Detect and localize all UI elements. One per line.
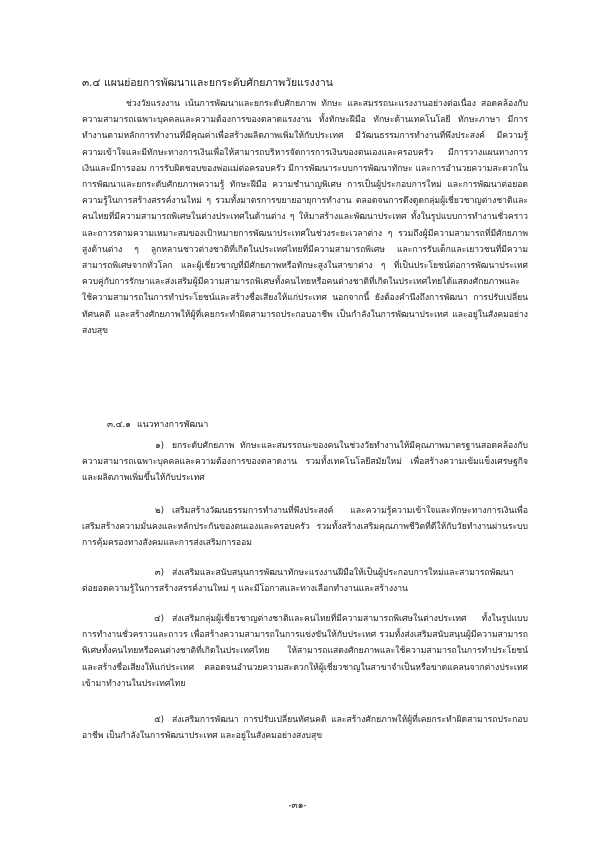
guideline-item-4	[82, 611, 528, 692]
item-text: ส่งเสริมการพัฒนา การปรับเปลี่ยนทัศนคติ และสร้างศักยภาพให้ผู้ที่เคยกระทำผิดสามารถประกอบอาชีพ เป็นกำลังในการพัฒนาประเทศ และอยู่ในสังคมอย่างสงบสุข	[82, 715, 528, 742]
item-text: เสริมสร้างวัฒนธรรมการทำงานที่พึงประสงค์ และความรู้ความเข้าใจและทักษะทางการเงินเพื่อเสริมสร้างความมั่นคงและหลักประกันของตนเองและครอบครัว รวมทั้งสร้างเสริมคุณภาพชีวิตที่ดีให้กับวัยทำงานผ่านระบบการคุ้มครองทางสังคมและการส่งเสริมการออม	[82, 506, 528, 549]
item-text: ยกระดับศักยภาพ ทักษะและสมรรถนะของคนในช่วงวัยทำงานให้มีคุณภาพมาตรฐานสอดคล้องกับความสามารถเฉพาะบุคคลและความต้องการของตลาดงาน รวมทั้งเทคโนโลยีสมัยใหม่ เพื่อสร้างความเข้มแข็งเศรษฐกิจและผลิตภาพเพิ่มขึ้นให้กับประเทศ	[82, 441, 528, 484]
guideline-item-3	[82, 565, 528, 597]
guideline-item-5	[82, 712, 528, 744]
item-text: ส่งเสริมกลุ่มผู้เชี่ยวชาญต่างชาติและคนไทยที่มีความสามารถพิเศษในต่างประเทศ ทั้งในรูปแบบการทำงานชั่วคราวและถาวร เพื่อสร้างความสามารถในการแข่งขันให้กับประเทศ รวมทั้งส่งเสริมสนับสนุนผู้มีความสามารถพิเศษทั้งคนไทยหรือคนต่างชาติที่เกิดในประเทศไทย ให้สามารถแสดงศักยภาพและใช้ความสามารถในการทำประโยชน์และสร้างชื่อเสียงให้แก่ประเทศ ตลอดจนอำนวยความสะดวกให้ผู้เชี่ยวชาญในสาขาจำเป็นหรือขาดแคลนจากต่างประเทศเข้ามาทำงานในประเทศไทย	[82, 614, 528, 689]
guideline-item-2	[82, 503, 528, 552]
item-text: ส่งเสริมและสนับสนุนการพัฒนาทักษะแรงงานฝีมือให้เป็นผู้ประกอบการใหม่และสามารถพัฒนาต่อยอดความรู้ในการสร้างสรรค์งานใหม่ ๆ และมีโอกาสและทางเลือกทำงานและสร้างงาน	[82, 568, 514, 595]
section-heading	[82, 76, 522, 90]
intro-paragraph-text: ช่วงวัยแรงงาน เน้นการพัฒนาและยกระดับศักยภาพ ทักษะ และสมรรถนะแรงงานอย่างต่อเนื่อง สอดคล้องกับความสามารถเฉพาะบุคคลและความต้องการของตลาดแรงงาน ทั้งทักษะฝีมือ ทักษะด้านเทคโนโลยี ทักษะภาษา มีการทำงานตามหลักการทำงานที่มีคุณค่าเพื่อสร้างผลิตภาพเพิ่มให้กับประเทศ มีวัฒนธรรมการทำงานที่พึงประสงค์ มีความรู้ความเข้าใจและมีทักษะทางการเงินเพื่อให้สามารถบริหารจัดการการเงินของตนเองและครอบครัว มีการวางแผนทางการเงินและมีการออม การรับผิดชอบของพ่อแม่ต่อครอบครัว มีการพัฒนาระบบการพัฒนาทักษะ และการอำนวยความสะดวกในการพัฒนาและยกระดับศักยภาพความรู้ ทักษะฝีมือ ความชำนาญพิเศษ การเป็นผู้ประกอบการใหม่ และการพัฒนาต่อยอดความรู้ในการสร้างสรรค์งานใหม่ ๆ รวมทั้งมาตรการขยายอายุการทำงาน ตลอดจนการดึงดูดกลุ่มผู้เชี่ยวชาญต่างชาติและคนไทยที่มีความสามารถพิเศษในต่างประเทศในด้านต่าง ๆ ให้มาสร้างและพัฒนาประเทศ ทั้งในรูปแบบการทำงานชั่วคราวและถาวรตามความเหมาะสมของเป้าหมายการพัฒนาประเทศในช่วงระยะเวลาต่าง ๆ รวมถึงผู้มีความสามารถที่มีศักยภาพสูงด้านต่าง ๆ ลูกหลานชาวต่างชาติที่เกิดในประเทศไทยที่มีความสามารถพิเศษ และการรับเด็กและเยาวชนที่มีความสามารถพิเศษจากทั่วโลก และผู้เชี่ยวชาญที่มีศักยภาพหรือทักษะสูงในสาขาต่าง ๆ ที่เป็นประโยชน์ต่อการพัฒนาประเทศ ควบคู่กับการรักษาและส่งเสริมผู้มีความสามารถพิเศษทั้งคนไทยหรือคนต่างชาติที่เกิดในประเทศไทยได้แสดงศักยภาพและใช้ความสามารถในการทำประโยชน์และสร้างชื่อเสียงให้แก่ประเทศ นอกจากนี้ ยังต้องคำนึงถึงการพัฒนา การปรับเปลี่ยนทัศนคติ และสร้างศักยภาพให้ผู้ที่เคยกระทำผิดสามารถประกอบอาชีพ เป็นกำลังในการพัฒนาประเทศ และอยู่ในสังคมอย่างสงบสุข	[82, 99, 528, 336]
item-number: ๔)	[154, 614, 164, 624]
intro-paragraph	[82, 96, 528, 339]
page-number: -๓๑-	[288, 801, 307, 811]
section-title: แผนย่อยการพัฒนาและยกระดับศักยภาพวัยแรงงาน	[104, 77, 333, 89]
subsection-heading	[107, 418, 208, 432]
subsection-number: ๓.๔.๑	[107, 420, 131, 430]
subsection-title: แนวทางการพัฒนา	[137, 420, 209, 430]
guideline-item-1	[82, 438, 528, 487]
section-number: ๓.๔	[82, 77, 101, 89]
item-number: ๒)	[154, 506, 164, 516]
item-number: ๑)	[155, 441, 164, 451]
item-number: ๕)	[154, 715, 164, 725]
item-number: ๓)	[154, 568, 164, 578]
